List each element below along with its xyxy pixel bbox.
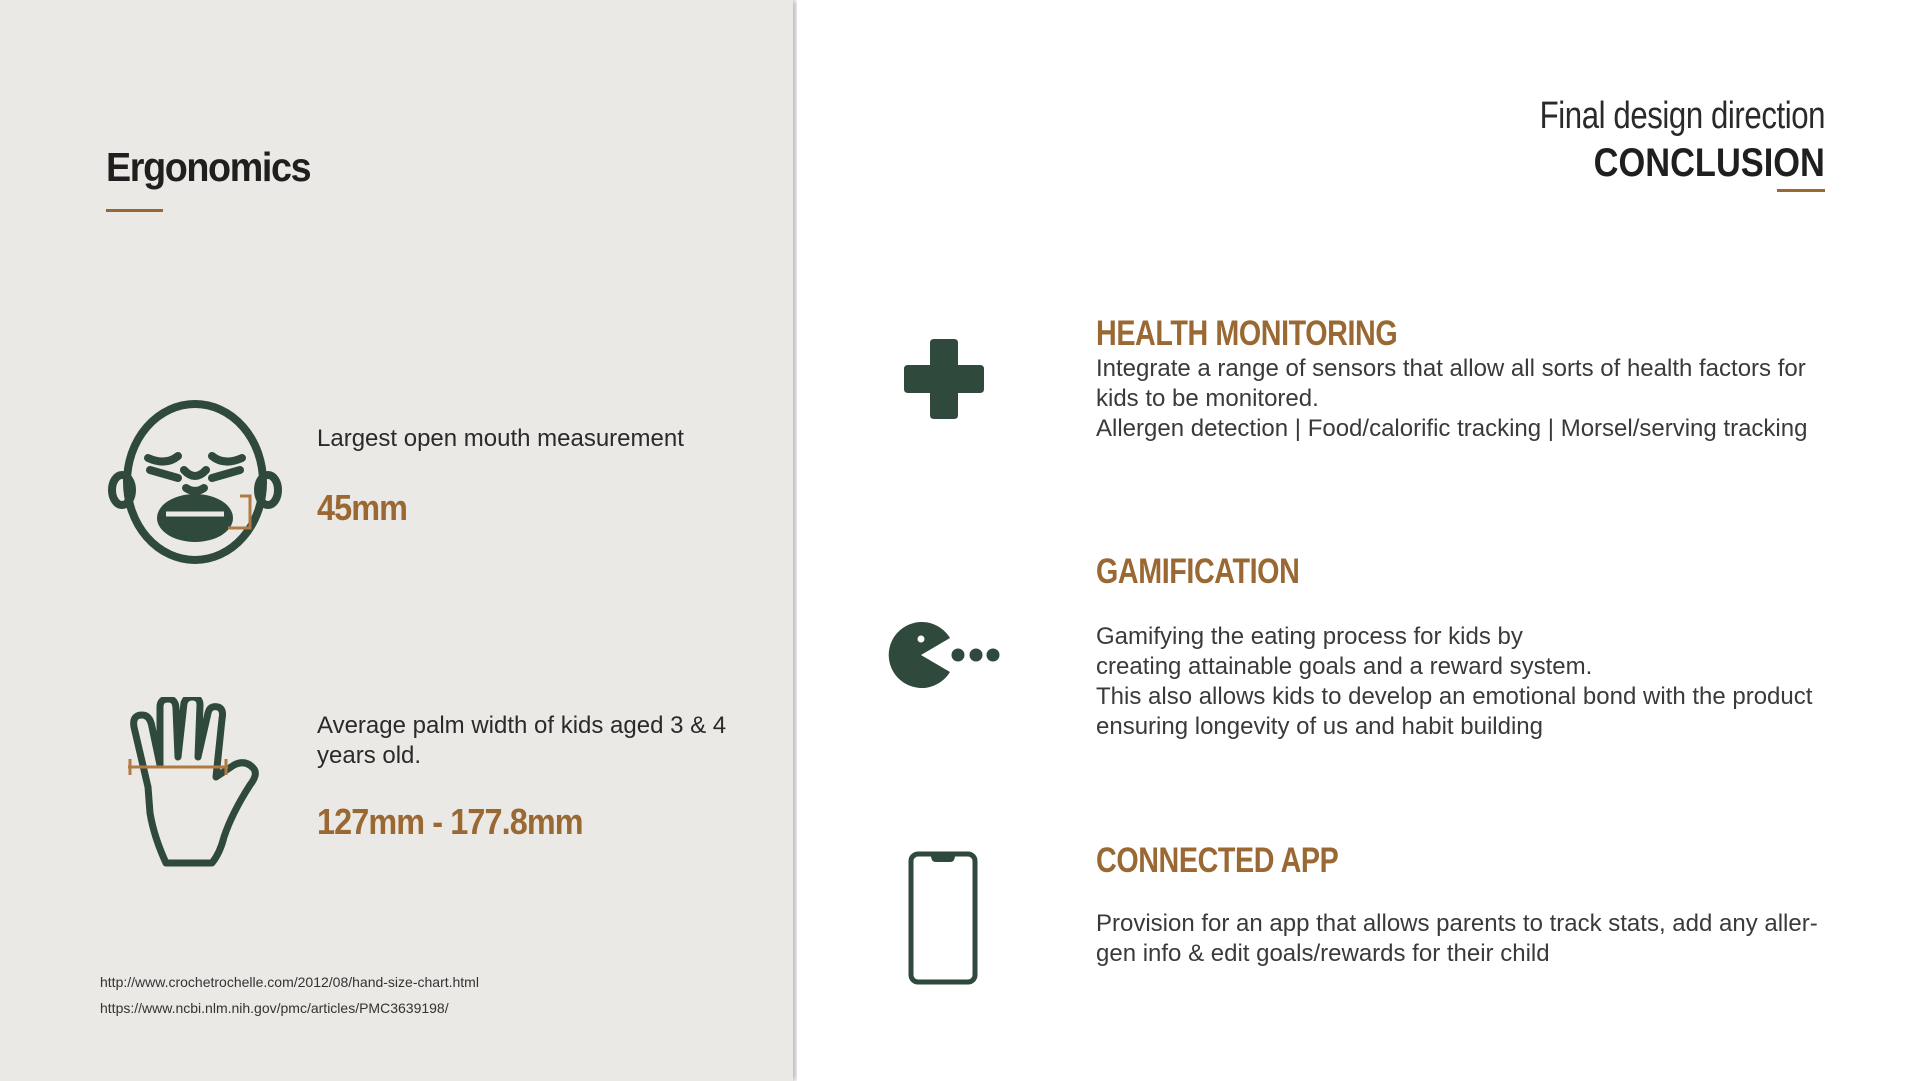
mouth-measurement-value: 45mm [317,487,408,528]
source-link-2[interactable]: https://www.ncbi.nlm.nih.gov/pmc/articles/PMC3639198/ [100,1000,449,1016]
open-mouth-face-icon [108,398,282,566]
header-title: CONCLUSION [1593,141,1825,185]
gamification-text [1096,622,1826,742]
header-underline [1777,189,1825,192]
health-line-2: Allergen detection | Food/calorific tracking | Morsel/serving tracking [1096,415,1808,442]
mouth-measurement-label: Largest open mouth measurement [317,425,684,452]
game-line-1: Gamifying the eating process for kids by [1096,623,1523,650]
smartphone-icon [908,851,978,985]
health-monitoring-text [1096,354,1826,444]
palm-width-label: Average palm width of kids aged 3 & 4 years old. [317,712,727,769]
title-underline [106,209,163,212]
header-subtitle: Final design direction [1539,95,1825,137]
health-monitoring-title: HEALTH MONITORING [1096,314,1398,353]
app-line-1: Provision for an app that allows parents to track stats, add any aller-gen info & edit goals/rewards for their child [1096,910,1818,967]
plus-icon [904,339,984,419]
connected-app-title: CONNECTED APP [1096,841,1339,880]
source-link-1[interactable]: http://www.crochetrochelle.com/2012/08/hand-size-chart.html [100,974,479,990]
connected-app-text [1096,909,1826,969]
gamification-title: GAMIFICATION [1096,552,1300,591]
pacman-icon [888,622,1000,688]
ergonomics-title: Ergonomics [106,144,311,190]
health-line-1: Integrate a range of sensors that allow all sorts of health factors for kids to be monitored. [1096,355,1806,412]
palm-width-value: 127mm - 177.8mm [317,801,583,842]
hand-palm-icon [128,697,264,869]
ergonomics-panel [0,0,793,1081]
game-line-2: creating attainable goals and a reward system. [1096,653,1593,680]
game-line-3: This also allows kids to develop an emotional bond with the product ensuring longevity of us and habit building [1096,683,1813,740]
